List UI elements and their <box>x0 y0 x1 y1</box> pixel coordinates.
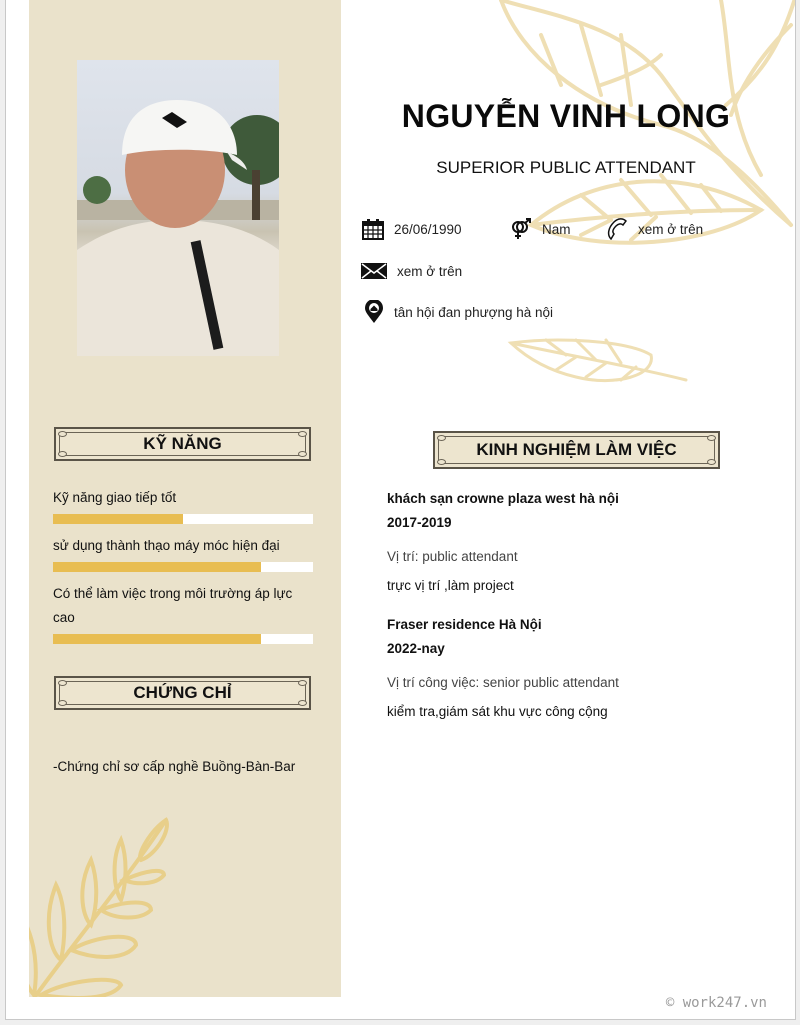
candidate-name: NGUYỄN VINH LONG <box>401 98 731 134</box>
experience-heading: KINH NGHIỆM LÀM VIỆC <box>433 431 720 469</box>
person-photo-icon <box>77 60 279 356</box>
experience-description: kiểm tra,giám sát khu vực công cộng <box>387 704 608 719</box>
phone-icon <box>606 218 628 240</box>
skills-heading: KỸ NĂNG <box>54 427 311 461</box>
skill-bar-fill <box>53 514 183 524</box>
envelope-icon <box>361 261 387 281</box>
experience-description: trực vị trí ,làm project <box>387 578 514 593</box>
birthday-value: 26/06/1990 <box>394 221 462 237</box>
gender-value: Nam <box>542 221 571 237</box>
email-field <box>361 261 462 281</box>
experience-company: khách sạn crowne plaza west hà nội <box>387 491 619 506</box>
leaf-decoration-bottom-icon <box>29 800 206 997</box>
skill-bar-1 <box>53 514 313 524</box>
skill-bar-fill <box>53 634 261 644</box>
gender-icon <box>510 218 532 240</box>
profile-photo <box>77 60 279 356</box>
gender-field <box>510 218 571 240</box>
certificates-heading: CHỨNG CHỈ <box>54 676 311 710</box>
email-value: xem ở trên <box>397 263 463 279</box>
address-field <box>364 300 553 324</box>
leaf-decoration-middle-icon <box>506 335 696 390</box>
skill-bar-fill <box>53 562 261 572</box>
address-value: tân hội đan phượng hà nội <box>394 304 554 320</box>
certificate-item: -Chứng chỉ sơ cấp nghề Buồng-Bàn-Bar <box>53 759 296 774</box>
skill-label-1: Kỹ năng giao tiếp tốt <box>53 490 177 505</box>
watermark: © work247.vn <box>665 995 767 1011</box>
skill-bar-2 <box>53 562 313 572</box>
experience-period: 2022-nay <box>387 641 445 656</box>
cv-page <box>5 0 796 1020</box>
map-pin-icon <box>364 300 384 324</box>
experience-position: Vị trí: public attendant <box>387 549 518 564</box>
skill-label-3: Có thể làm việc trong môi trường áp lực cao <box>53 586 293 625</box>
skill-label-2: sử dụng thành thạo máy móc hiện đại <box>53 538 280 553</box>
phone-field <box>606 218 703 240</box>
job-title: SUPERIOR PUBLIC ATTENDANT <box>436 158 696 177</box>
birthday-field <box>362 218 462 240</box>
experience-company: Fraser residence Hà Nội <box>387 617 542 632</box>
phone-value: xem ở trên <box>638 221 704 237</box>
skill-bar-3 <box>53 634 313 644</box>
experience-period: 2017-2019 <box>387 515 452 530</box>
calendar-icon <box>362 218 384 240</box>
experience-position: Vị trí công việc: senior public attendant <box>387 675 619 690</box>
